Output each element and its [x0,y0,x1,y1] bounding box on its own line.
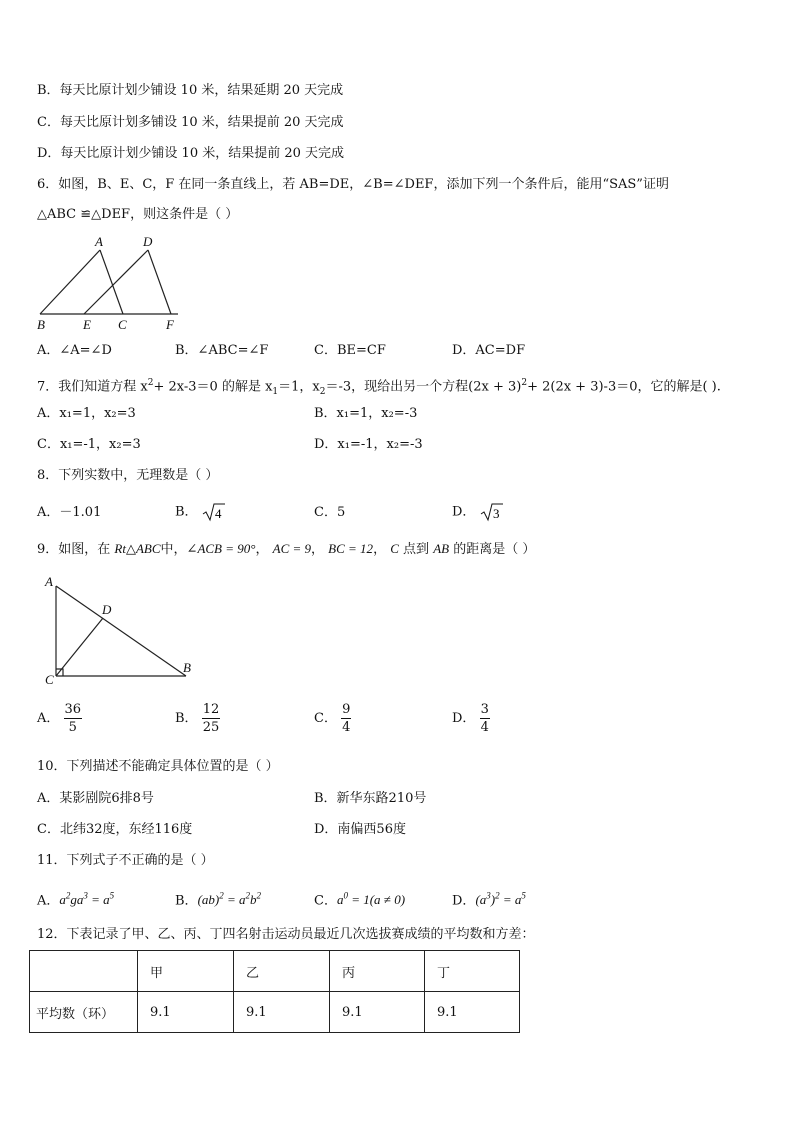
q12-stem: 12．下表记录了甲、乙、丙、丁四名射击运动员最近几次选拔赛成绩的平均数和方差： [37,927,535,942]
table-header-row [30,951,520,992]
q8-option-d: D． 3 [452,502,504,522]
fraction: $\frac{9}{4}$ [342,702,351,735]
q9-option-d: D． $\frac{3}{4}$ [452,702,489,735]
q7-stem: 7．我们知道方程 $x^2+ 2x-3=0$ 的解是 $x_1=1$，$x_2=-3$，现给出另一个方程$(2x + 3)^2+ 2(2x + 3)-3=0$，它的解是( ). [37,378,721,397]
sqrt-symbol-icon [480,502,504,522]
q6-label-d: D [143,234,153,249]
q6-stem-line2: △ABC ≌△DEF，则这条件是（ ） [37,207,239,222]
q7-option-c: C．x₁=-1，x₂=3 [37,437,141,452]
q8-option-a: A．－1.01 [37,505,102,520]
q11-option-d: D．$(a^3)^2 = a^5$ [452,891,526,909]
table-header-cell: 甲 [138,951,234,992]
q10-stem: 10．下列描述不能确定具体位置的是（ ） [37,759,279,774]
q8-option-c: C．5 [314,505,346,520]
q12-table [29,950,520,1033]
q9-label-d: D [102,602,112,617]
q9-label-b: B [183,660,191,675]
fraction: $\frac{3}{4}$ [480,702,489,735]
fraction: $\frac{12}{25}$ [202,702,220,735]
q7-option-b: B．x₁=1，x₂=-3 [314,406,418,421]
svg-text:4: 4 [214,506,222,521]
table-header-cell [30,951,138,992]
table-cell: 9.1 [425,992,520,1033]
q6-label-a: A [95,234,103,249]
q10-option-d: D．南偏西56度 [314,822,406,837]
q6-label-b: B [37,317,45,332]
table-cell: 9.1 [234,992,330,1033]
q11-stem: 11．下列式子不正确的是（ ） [37,853,214,868]
q6-stem-line1: 6．如图，B、E、C，F 在同一条直线上，若 AB=DE，∠B=∠DEF，添加下列一个条件后，能用“SAS”证明 [37,177,669,192]
q6-option-b: B．∠ABC=∠F [175,343,269,358]
q11-option-a: A．$a^2gа^3 = a^5$ [37,891,115,909]
q9-label-a: A [45,574,53,589]
table-cell: 9.1 [330,992,425,1033]
q7-option-a: A．x₁=1，x₂=3 [37,406,136,421]
table-header-cell: 乙 [234,951,330,992]
q11-option-b: B．$(ab)^2 = a^2b^2$ [175,891,262,909]
q5-option-b: B．每天比原计划少铺设 10 米，结果延期 20 天完成 [37,83,344,98]
q5-option-d: D．每天比原计划少铺设 10 米，结果提前 20 天完成 [37,146,345,161]
q7-option-d: D．x₁=-1，x₂=-3 [314,437,423,452]
q9-figure [40,572,200,687]
q5-option-c: C．每天比原计划多铺设 10 米，结果提前 20 天完成 [37,115,344,130]
sqrt-symbol-icon [202,502,226,522]
table-row [30,992,520,1033]
q9-stem: 9．如图，在 Rt△ABC中，∠ACB = 90°， AC = 9， BC = 12， C 点到 AB 的距离是（ ） [37,541,536,557]
table-header-cell: 丁 [425,951,520,992]
q9-option-c: C． $\frac{9}{4}$ [314,702,351,735]
q6-figure [30,232,190,332]
q11-option-c: C．$a^0 = 1(a \ne 0)$ [314,891,406,909]
table-header-cell: 丙 [330,951,425,992]
q6-option-d: D．AC=DF [452,343,526,358]
fraction: $\frac{36}{5}$ [64,702,82,735]
q10-option-b: B．新华东路210号 [314,791,427,806]
q9-label-c: C [45,672,54,687]
q6-option-a: A．∠A=∠D [37,343,112,358]
q6-label-f: F [166,317,174,332]
q10-option-a: A．某影剧院6排8号 [37,791,154,806]
table-cell: 9.1 [138,992,234,1033]
q9-option-b: B． $\frac{12}{25}$ [175,702,220,735]
q6-label-c: C [118,317,127,332]
q9-option-a: A． $\frac{36}{5}$ [37,702,82,735]
q6-option-c: C．BE=CF [314,343,386,358]
table-cell: 平均数（环） [30,992,138,1033]
q6-label-e: E [83,317,91,332]
q8-option-b: B． 4 [175,502,226,522]
svg-text:3: 3 [492,506,500,521]
q10-option-c: C．北纬32度，东经116度 [37,822,193,837]
q8-stem: 8．下列实数中，无理数是（ ） [37,468,219,483]
